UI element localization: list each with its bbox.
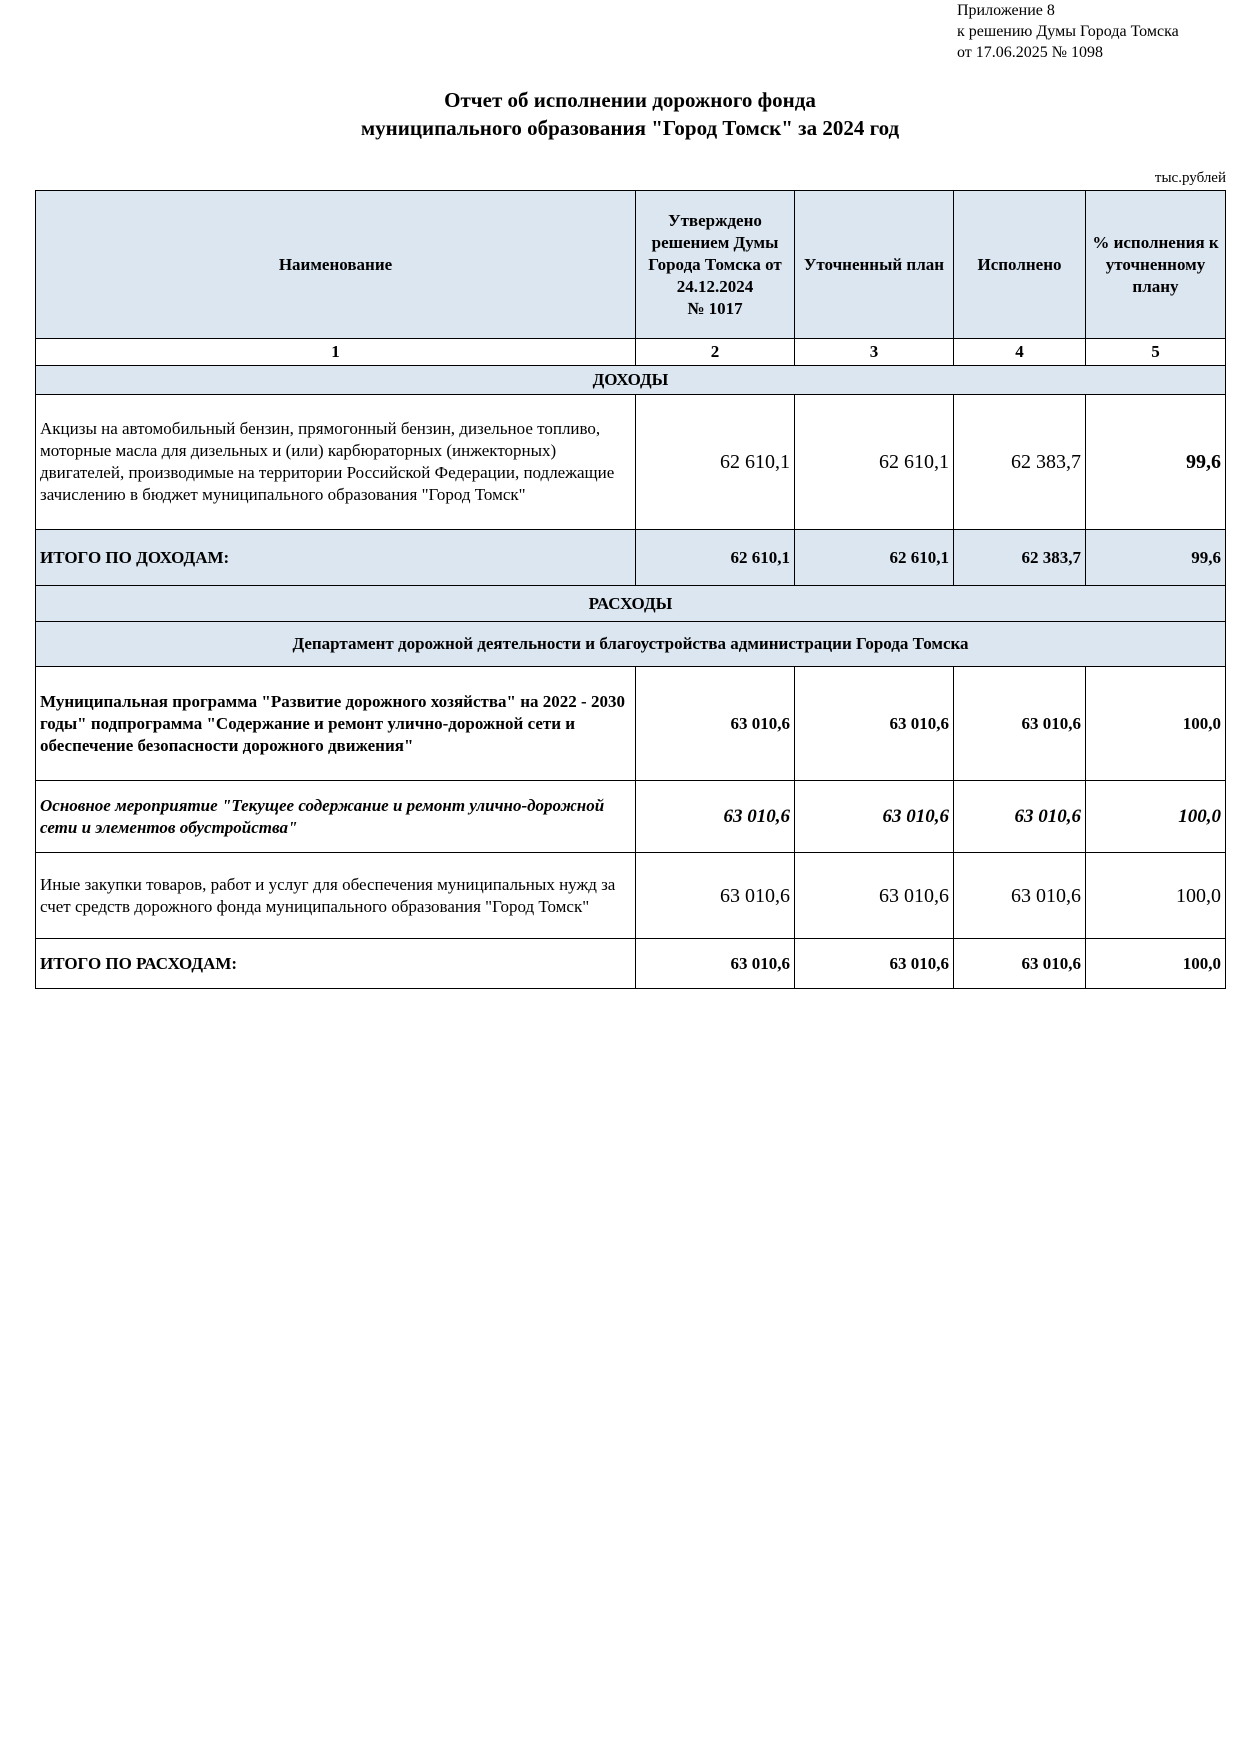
header-plan: Уточненный план	[795, 191, 954, 339]
income-plan: 62 610,1	[795, 395, 954, 530]
col-number: 2	[636, 339, 795, 366]
activity-percent: 100,0	[1086, 781, 1226, 853]
report-table	[35, 190, 1226, 989]
purchases-approved: 63 010,6	[636, 853, 795, 939]
program-percent: 100,0	[1086, 667, 1226, 781]
header-percent: % исполнения к уточненному плану	[1086, 191, 1226, 339]
activity-name: Основное мероприятие "Текущее содержание и ремонт улично-дорожной сети и элементов обустройства"	[36, 781, 636, 853]
income-total-plan: 62 610,1	[795, 530, 954, 586]
header-approved-number: № 1017	[687, 298, 743, 318]
income-total-row	[36, 530, 1226, 586]
table-row	[36, 395, 1226, 530]
title-line-2: муниципального образования "Город Томск" за 2024 год	[360, 116, 900, 140]
activity-executed: 63 010,6	[954, 781, 1086, 853]
income-percent: 99,6	[1086, 395, 1226, 530]
income-name: Акцизы на автомобильный бензин, прямогонный бензин, дизельное топливо, моторные масла для дизельных и (или) карбюраторных (инжекторных) двигателей, производимые на территории Российской Федерации, подлежащие зачислению в бюджет муниципального образования "Город Томск"	[36, 395, 636, 530]
expense-total-percent: 100,0	[1086, 939, 1226, 989]
expense-total-name: ИТОГО ПО РАСХОДАМ:	[36, 939, 636, 989]
header-name: Наименование	[36, 191, 636, 339]
purchases-name: Иные закупки товаров, работ и услуг для обеспечения муниципальных нужд за счет средств дорожного фонда муниципального образования "Город Томск"	[36, 853, 636, 939]
purchases-executed: 63 010,6	[954, 853, 1086, 939]
column-number-row	[36, 339, 1226, 366]
program-name: Муниципальная программа "Развитие дорожного хозяйства" на 2022 - 2030 годы" подпрограмма "Содержание и ремонт улично-дорожной сети и обеспечение безопасности дорожного движения"	[36, 667, 636, 781]
program-plan: 63 010,6	[795, 667, 954, 781]
program-row	[36, 667, 1226, 781]
col-number: 3	[795, 339, 954, 366]
activity-plan: 63 010,6	[795, 781, 954, 853]
income-section-title: ДОХОДЫ	[36, 366, 1226, 395]
expense-total-plan: 63 010,6	[795, 939, 954, 989]
income-total-approved: 62 610,1	[636, 530, 795, 586]
income-approved: 62 610,1	[636, 395, 795, 530]
col-number: 1	[36, 339, 636, 366]
col-number: 5	[1086, 339, 1226, 366]
program-executed: 63 010,6	[954, 667, 1086, 781]
department-title: Департамент дорожной деятельности и благоустройства администрации Города Томска	[36, 622, 1226, 667]
expense-total-approved: 63 010,6	[636, 939, 795, 989]
header-row	[36, 191, 1226, 339]
purchases-percent: 100,0	[1086, 853, 1226, 939]
page-title	[35, 86, 1225, 142]
expense-section-title: РАСХОДЫ	[36, 586, 1226, 622]
appendix-line-1: Приложение 8	[957, 2, 1055, 19]
program-approved: 63 010,6	[636, 667, 795, 781]
income-total-percent: 99,6	[1086, 530, 1226, 586]
department-row	[36, 622, 1226, 667]
income-executed: 62 383,7	[954, 395, 1086, 530]
header-approved-text: Утверждено решением Думы Города Томска от 24.12.2024	[648, 210, 782, 296]
header-approved	[636, 191, 795, 339]
col-number: 4	[954, 339, 1086, 366]
expense-total-executed: 63 010,6	[954, 939, 1086, 989]
appendix-line-3: от 17.06.2025 № 1098	[957, 44, 1104, 61]
income-section-row	[36, 366, 1226, 395]
title-line-1: Отчет об исполнении дорожного фонда	[444, 88, 816, 112]
appendix-note	[957, 0, 1179, 63]
expense-section-row	[36, 586, 1226, 622]
income-total-executed: 62 383,7	[954, 530, 1086, 586]
purchases-plan: 63 010,6	[795, 853, 954, 939]
activity-approved: 63 010,6	[636, 781, 795, 853]
units-label: тыс.рублей	[1154, 170, 1226, 186]
header-executed: Исполнено	[954, 191, 1086, 339]
activity-row	[36, 781, 1226, 853]
income-total-name: ИТОГО ПО ДОХОДАМ:	[36, 530, 636, 586]
purchases-row	[36, 853, 1226, 939]
expense-total-row	[36, 939, 1226, 989]
appendix-line-2: к решению Думы Города Томска	[957, 23, 1179, 40]
